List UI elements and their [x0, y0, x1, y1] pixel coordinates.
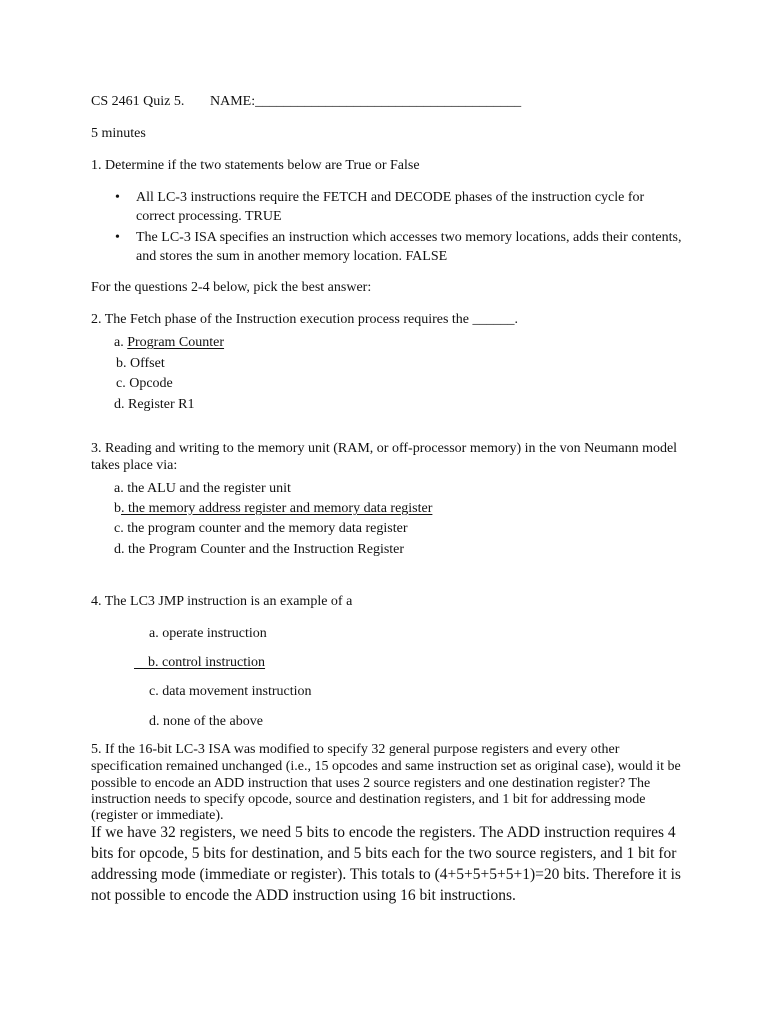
- option-3d[interactable]: d. the Program Counter and the Instruction Register: [114, 542, 405, 557]
- option-4c[interactable]: c. data movement instruction: [149, 684, 312, 699]
- option-2c[interactable]: c. Opcode: [116, 376, 173, 391]
- selected-answer: Program Counter: [127, 335, 225, 350]
- name-field[interactable]: NAME:______________________________________: [210, 94, 522, 109]
- answer-5-line-4: not possible to encode the ADD instruction using 16 bit instructions.: [91, 887, 516, 904]
- question-5-line-4: instruction needs to specify opcode, source and destination registers, and 1 bit for addressing mode: [91, 792, 646, 807]
- statement-1-line-1: All LC-3 instructions require the FETCH and DECODE phases of the instruction cycle for: [136, 190, 645, 205]
- option-3c[interactable]: c. the program counter and the memory data register: [114, 521, 408, 536]
- question-1-prompt: 1. Determine if the two statements below are True or False: [91, 158, 420, 173]
- option-2a[interactable]: [114, 334, 224, 351]
- selected-answer: . the memory address register and memory data register: [121, 501, 433, 516]
- option-4b-selected[interactable]: b. control instruction: [134, 655, 266, 670]
- bullet-icon: •: [115, 190, 120, 205]
- question-5-line-2: specification remained unchanged (i.e., 15 opcodes and same instruction set as original case), would it be: [91, 759, 681, 774]
- option-label: b: [114, 501, 121, 516]
- answer-5-line-1: If we have 32 registers, we need 5 bits to encode the registers. The ADD instruction requires 4: [91, 824, 676, 841]
- statement-1-line-2: correct processing. TRUE: [136, 209, 282, 224]
- option-2b[interactable]: b. Offset: [116, 356, 165, 371]
- statement-2-line-1: The LC-3 ISA specifies an instruction which accesses two memory locations, adds their contents,: [136, 230, 682, 245]
- option-4a[interactable]: a. operate instruction: [149, 626, 267, 641]
- option-4d[interactable]: d. none of the above: [149, 714, 263, 729]
- question-4-prompt: 4. The LC3 JMP instruction is an example of a: [91, 594, 353, 609]
- option-label: a.: [114, 335, 128, 350]
- question-2-prompt: 2. The Fetch phase of the Instruction execution process requires the ______.: [91, 312, 519, 327]
- question-3-prompt-line-1: 3. Reading and writing to the memory unit (RAM, or off-processor memory) in the von Neumann model: [91, 441, 678, 456]
- question-5-line-3: possible to encode an ADD instruction that uses 2 source registers and one destination register? The: [91, 776, 651, 791]
- question-5-line-1: 5. If the 16-bit LC-3 ISA was modified to specify 32 general purpose registers and every other: [91, 742, 620, 757]
- question-5-line-5: (register or immediate).: [91, 808, 224, 823]
- option-2d[interactable]: d. Register R1: [114, 397, 195, 412]
- statement-2-line-2: and stores the sum in another memory location. FALSE: [136, 249, 448, 264]
- question-3-prompt-line-2: takes place via:: [91, 458, 178, 473]
- answer-5-line-3: addressing mode (immediate or register). This totals to (4+5+5+5+5+1)=20 bits. Therefore it is: [91, 866, 681, 883]
- instructions-text: For the questions 2-4 below, pick the best answer:: [91, 280, 372, 295]
- option-3a[interactable]: a. the ALU and the register unit: [114, 481, 291, 496]
- option-3b[interactable]: [114, 500, 432, 517]
- answer-5-line-2: bits for opcode, 5 bits for destination, and 5 bits each for the two source registers, and 1 bit for: [91, 845, 677, 862]
- time-limit: 5 minutes: [91, 126, 146, 141]
- quiz-title: CS 2461 Quiz 5.: [91, 94, 185, 109]
- bullet-icon: •: [115, 230, 120, 245]
